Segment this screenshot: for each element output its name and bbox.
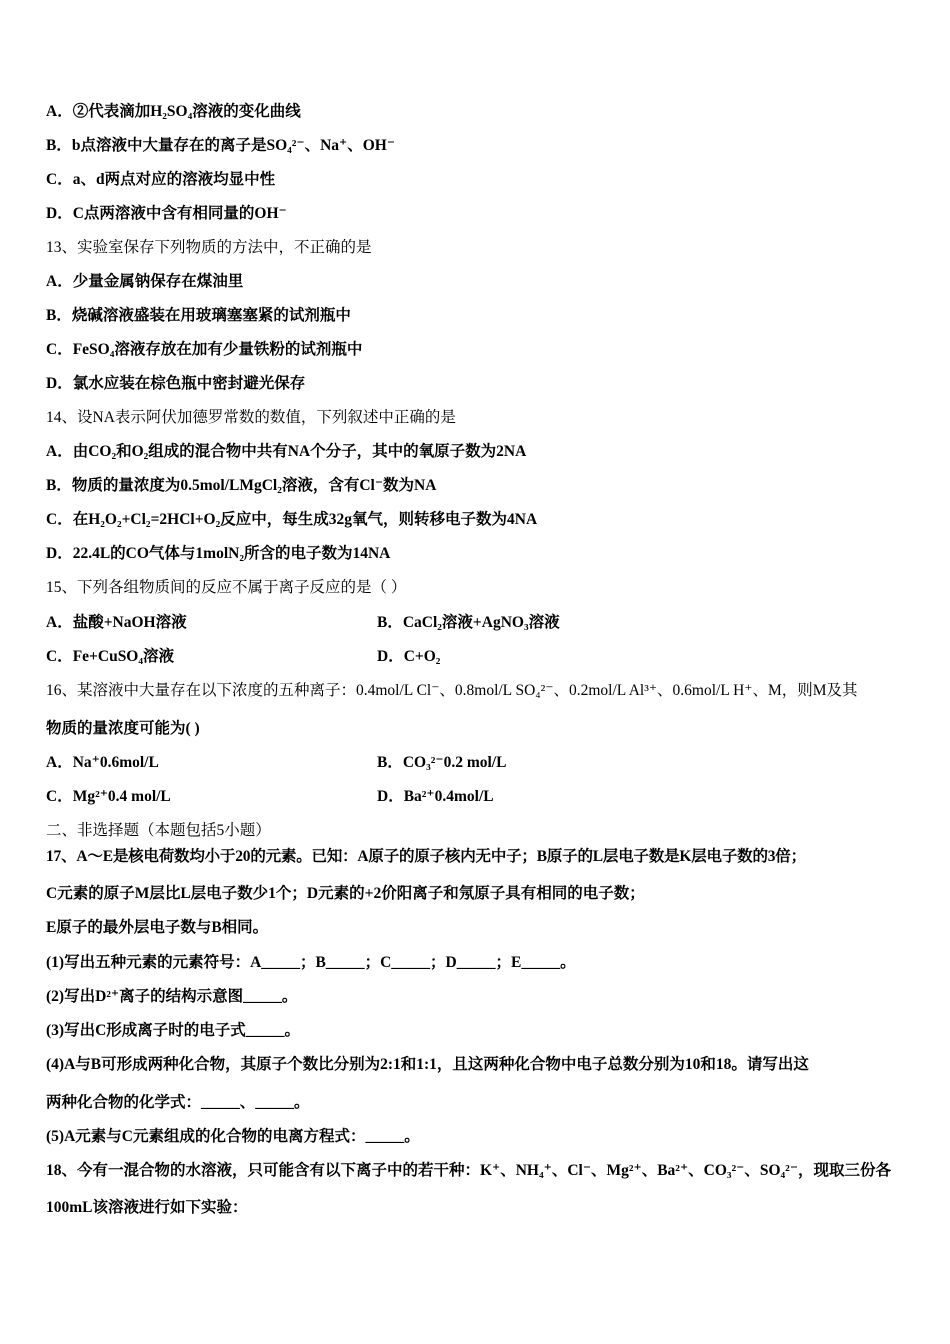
q13-option-b: B．烧碱溶液盛装在用玻璃塞塞紧的试剂瓶中 xyxy=(46,307,351,324)
section-heading: 二、非选择题（本题包括5小题） xyxy=(46,822,271,839)
q13-stem: 13、实验室保存下列物质的方法中，不正确的是 xyxy=(46,239,372,256)
q16-option-c: C．Mg²⁺0.4 mol/L xyxy=(46,788,171,805)
q17-line3: E原子的最外层电子数与B相同。 xyxy=(46,919,269,936)
q17-part3: (3)写出C形成离子时的电子式_____。 xyxy=(46,1022,301,1039)
q17-line2: C元素的原子M层比L层电子数少1个；D元素的+2价阳离子和氖原子具有相同的电子数； xyxy=(46,885,645,902)
q12-option-b: B．b点溶液中大量存在的离子是SO₄²⁻、Na⁺、OH⁻ xyxy=(46,137,396,154)
q14-option-c: C．在H₂O₂+Cl₂=2HCl+O₂反应中，每生成32g氧气，则转移电子数为4NA xyxy=(46,511,538,528)
q15-option-c: C．Fe+CuSO₄溶液 xyxy=(46,648,175,665)
q17-part1: (1)写出五种元素的元素符号：A_____；B_____；C_____；D_____；E_____。 xyxy=(46,954,576,971)
q18-line2: 100mL该溶液进行如下实验： xyxy=(46,1199,248,1216)
q15-stem: 15、下列各组物质间的反应不属于离子反应的是（ ） xyxy=(46,579,407,596)
q12-option-c: C．a、d两点对应的溶液均显中性 xyxy=(46,171,276,188)
q16-stem-line2: 物质的量浓度可能为( ) xyxy=(46,720,200,737)
q12-option-d: D．C点两溶液中含有相同量的OH⁻ xyxy=(46,205,287,222)
q16-stem-line1 xyxy=(46,681,858,701)
q17-part5: (5)A元素与C元素组成的化合物的电离方程式：_____。 xyxy=(46,1128,420,1145)
q16-stem-text: 16、某溶液中大量存在以下浓度的五种离子：0.4mol/L Cl⁻、0.8mol/L SO₄²⁻、0.2mol/L Al³⁺、0.6mol/L H⁺、M，则M及其 xyxy=(46,682,858,699)
q13-option-d: D．氯水应装在棕色瓶中密封避光保存 xyxy=(46,375,306,392)
q16-option-d: D．Ba²⁺0.4mol/L xyxy=(377,788,494,805)
q14-option-d: D．22.4L的CO气体与1molN₂所含的电子数为14NA xyxy=(46,545,391,562)
q13-option-c: C．FeSO₄溶液存放在加有少量铁粉的试剂瓶中 xyxy=(46,341,363,358)
q14-option-b: B．物质的量浓度为0.5mol/LMgCl₂溶液，含有Cl⁻数为NA xyxy=(46,477,437,494)
q14-stem: 14、设NA表示阿伏加德罗常数的数值，下列叙述中正确的是 xyxy=(46,409,456,426)
q14-option-a: A．由CO₂和O₂组成的混合物中共有NA个分子，其中的氧原子数为2NA xyxy=(46,443,527,460)
q16-option-b: B．CO₃²⁻0.2 mol/L xyxy=(377,754,507,771)
q17-part4-line1: (4)A与B可形成两种化合物，其原子个数比分别为2:1和1:1，且这两种化合物中电子总数分别为10和18。请写出这 xyxy=(46,1056,809,1073)
q16-option-a: A．Na⁺0.6mol/L xyxy=(46,754,159,771)
q18-line1: 18、今有一混合物的水溶液，只可能含有以下离子中的若干种：K⁺、NH₄⁺、Cl⁻、Mg²⁺、Ba²⁺、CO₃²⁻、SO₄²⁻，现取三份各 xyxy=(46,1162,892,1179)
q17-part2: (2)写出D²⁺离子的结构示意图_____。 xyxy=(46,988,298,1005)
q15-option-b: B．CaCl₂溶液+AgNO₃溶液 xyxy=(377,614,560,631)
q17-line1: 17、A～E是核电荷数均小于20的元素。已知：A原子的原子核内无中子；B原子的L层电子数是K层电子数的3倍； xyxy=(46,848,806,865)
q13-option-a: A．少量金属钠保存在煤油里 xyxy=(46,273,244,290)
q12-option-a: A．②代表滴加H₂SO₄溶液的变化曲线 xyxy=(46,103,301,120)
q15-option-a: A．盐酸+NaOH溶液 xyxy=(46,614,187,631)
q15-option-d: D．C+O₂ xyxy=(377,648,441,665)
q17-part4-line2: 两种化合物的化学式：_____、_____。 xyxy=(46,1094,310,1111)
